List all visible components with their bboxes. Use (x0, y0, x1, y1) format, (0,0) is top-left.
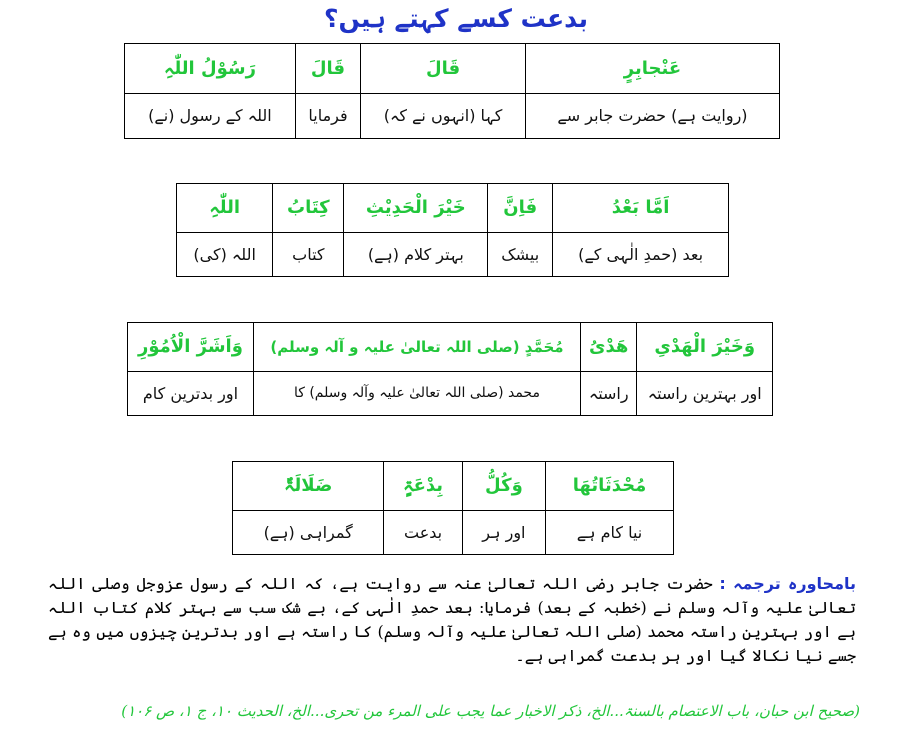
urdu-meaning: محمد (صلی اللہ تعالیٰ علیہ وآلہ وسلم) کا (253, 371, 580, 415)
arabic-word: اَمَّا بَعْدُ (553, 184, 729, 233)
arabic-word: فَاِنَّ (488, 184, 553, 233)
word-table-1 (124, 43, 780, 139)
urdu-meaning: فرمایا (295, 93, 360, 138)
arabic-word: قَالَ (361, 44, 526, 94)
word-table-3 (127, 322, 773, 416)
word-table-4 (232, 461, 674, 555)
idiomatic-translation (48, 572, 856, 668)
arabic-word: خَیْرَ الْحَدِیْثِ (344, 184, 488, 233)
translation-text: حضرت جابر رضی اللہ تعالیٰ عنہ سے روایت ہے، کہ اللہ کے رسول عزوجل وصلی اللہ تعالیٰ علیہ وآلہ وسلم نے (خطبہ کے بعد) فرمایا: بعد حمدِ الٰہی کے، بے شک سب سے بہتر کلام کتاب اللہ ہے اور بہترین راستہ محمد (صلی اللہ تعالیٰ علیہ وآلہ وسلم) کا راستہ ہے اور بدترین چیزوں میں وہ ہے جسے نیا نکالا گیا اور ہر بدعت گمراہی ہے۔ (48, 574, 856, 665)
arabic-word: کِتَابُ (273, 184, 344, 233)
urdu-meaning: کہا (انہوں نے کہ) (361, 93, 526, 138)
urdu-meaning: راستہ (581, 371, 637, 415)
arabic-word: وَاَشَرَّ الْاُمُوْرِ (128, 323, 254, 372)
arabic-word: وَکُلُّ (462, 462, 545, 511)
arabic-word: ھَدْیُ (581, 323, 637, 372)
urdu-meaning: اللہ (کی) (177, 232, 273, 276)
translation-label: بامحاورہ ترجمہ : (719, 574, 856, 593)
arabic-word: وَخَیْرَ الْھَدْیِ (637, 323, 773, 372)
arabic-word: رَسُوْلُ اللّٰہِ (125, 44, 296, 94)
urdu-meaning: نیا کام ہے (546, 510, 674, 554)
arabic-word: مُحْدَثَاتُھَا (546, 462, 674, 511)
urdu-meaning: اور ہر (462, 510, 545, 554)
hadith-reference: (صحیح ابن حبان، باب الاعتصام بالسنۃ...الخ، ذکر الاخبار عما یجب علی المرء من تحری...الخ، الحدیث ۱۰، ج ۱، ص ۱۰۶) (121, 702, 860, 720)
urdu-meaning: اور بدترین کام (128, 371, 254, 415)
urdu-meaning: اللہ کے رسول (نے) (125, 93, 296, 138)
urdu-meaning: اور بہترین راستہ (637, 371, 773, 415)
urdu-meaning: بہتر کلام (ہے) (344, 232, 488, 276)
urdu-meaning: بعد (حمدِ الٰہی کے) (553, 232, 729, 276)
arabic-word: بِدْعَۃٍ (384, 462, 462, 511)
arabic-word: قَالَ (295, 44, 360, 94)
page-title: بدعت کسے کہتے ہیں؟ (323, 4, 588, 33)
urdu-meaning: کتاب (273, 232, 344, 276)
word-table-2 (176, 183, 729, 277)
arabic-word: مُحَمَّدٍ (صلی اللہ تعالیٰ علیہ و آلہ وسلم) (253, 323, 580, 372)
arabic-word: عَنْجابِرٍ (525, 44, 779, 94)
arabic-word: اللّٰہِ (177, 184, 273, 233)
urdu-meaning: بیشک (488, 232, 553, 276)
urdu-meaning: (روایت ہے) حضرت جابر سے (525, 93, 779, 138)
urdu-meaning: بدعت (384, 510, 462, 554)
urdu-meaning: گمراہی (ہے) (233, 510, 384, 554)
arabic-word: ضَلَالَۃٌ (233, 462, 384, 511)
